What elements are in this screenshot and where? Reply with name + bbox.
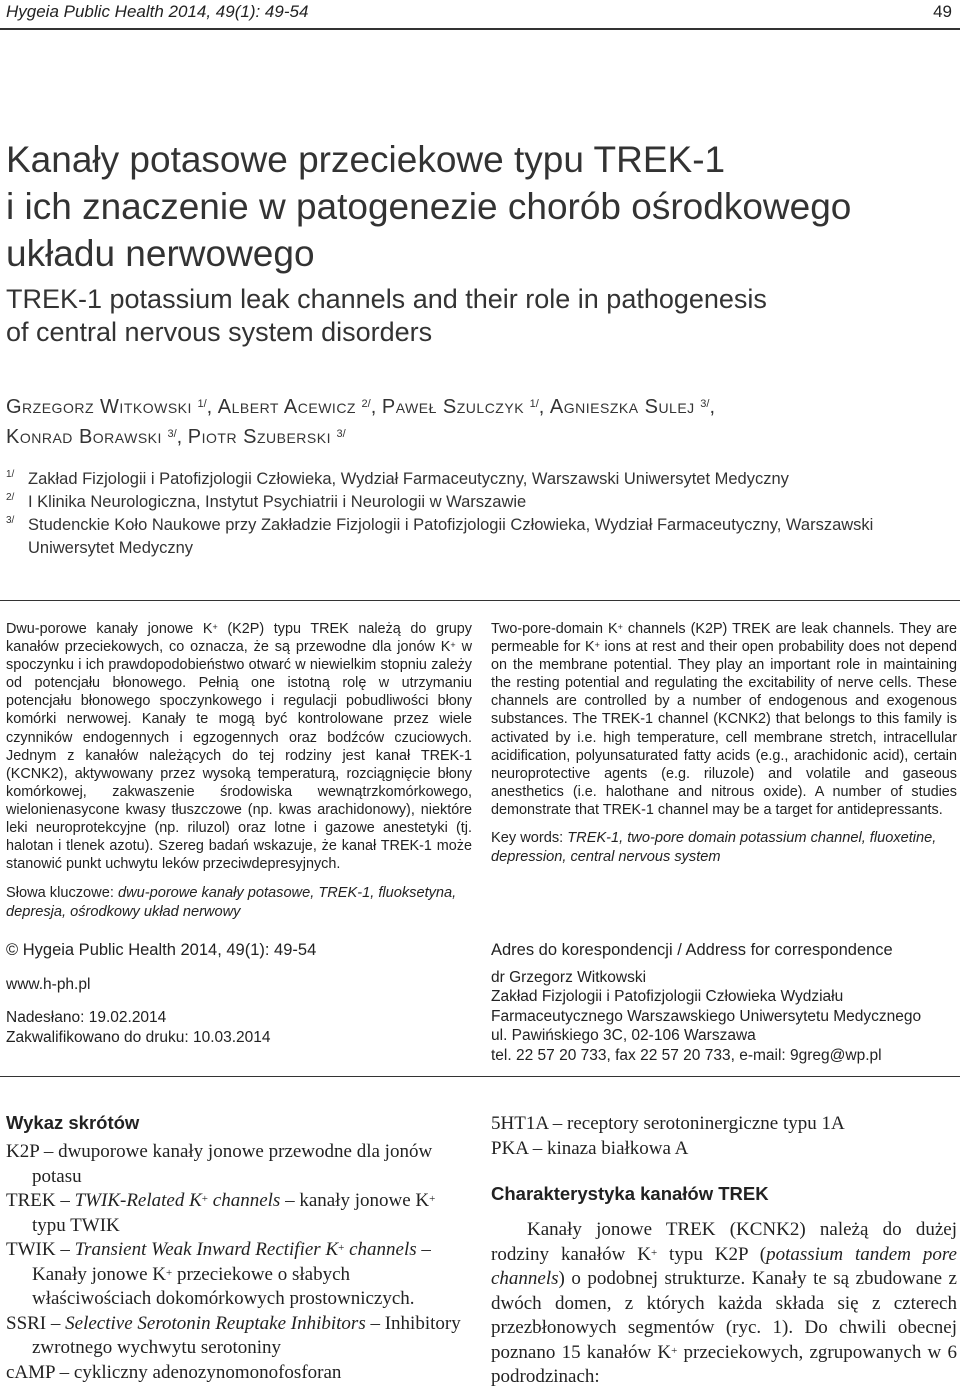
superscript-plus: + <box>650 1246 658 1259</box>
abbreviation-item <box>6 1189 468 1238</box>
abstract-english <box>491 620 957 819</box>
header-divider <box>0 28 960 30</box>
article-metadata <box>6 941 472 1047</box>
abstract-pl-text: Dwu-porowe kanały jonowe K <box>6 621 213 637</box>
abbr-term: TREK – <box>6 1190 75 1211</box>
keywords-polish <box>6 884 472 922</box>
section-heading: Charakterystyka kanałów TREK <box>491 1183 769 1204</box>
abstract-polish <box>6 620 472 873</box>
abbreviation-item: cAMP – cykliczny adenozynomonofosforan <box>6 1361 342 1383</box>
affiliation-list <box>6 468 946 560</box>
keywords-label: Key words: <box>491 830 564 846</box>
body-text: Kanały jonowe TREK (KCNK2) należą do dużej rodziny kanałów K <box>491 1219 957 1265</box>
abstract-en-text: channels (K2P) TREK are leak channels. They are permeable for K <box>491 621 958 656</box>
abbreviation-item <box>6 1238 468 1312</box>
title-pl-line-3: układu nerwowego <box>6 233 315 274</box>
title-pl-line-1: Kanały potasowe przeciekowe typu TREK-1 <box>6 139 726 180</box>
running-header-journal: Hygeia Public Health 2014, 49(1): 49-54 <box>6 2 309 21</box>
author-affiliation-mark: 3/ <box>700 398 710 410</box>
abstract-en-text: Two-pore-domain K <box>491 621 618 637</box>
abbreviation-item: PKA – kinaza białkowa A <box>491 1137 689 1159</box>
superscript-plus: + <box>671 1344 678 1357</box>
affiliation-text: I Klinika Neurologiczna, Instytut Psychiatrii i Neurologii w Warszawie <box>28 493 527 511</box>
author-affiliation-mark: 1/ <box>197 398 207 410</box>
correspondence-line: Zakład Fizjologii i Patofizjologii Człowieka Wydziału <box>491 988 844 1005</box>
abbr-expansion: channels <box>208 1190 281 1211</box>
abbr-expansion: Selective Serotonin Reuptake Inhibitors <box>65 1312 366 1334</box>
superscript-plus: + <box>201 1193 209 1205</box>
abbreviation-item: K2P – dwuporowe kanały jonowe przewodne dla jonów potasu <box>6 1141 433 1187</box>
submitted-date: Nadesłano: 19.02.2014 <box>6 1009 167 1026</box>
author-name: Piotr Szuberski <box>187 426 331 448</box>
section-divider <box>0 1076 960 1077</box>
body-paragraph <box>491 1218 957 1390</box>
correspondence-line: ul. Pawińskiego 3C, 02-106 Warszawa <box>491 1027 756 1044</box>
correspondence-contact: tel. 22 57 20 733, fax 22 57 20 733, e-mail: 9greg@wp.pl <box>491 1046 882 1064</box>
author-name: Konrad Borawski <box>6 426 162 448</box>
affiliation-item <box>6 468 946 491</box>
abstract-pl-text: w spoczynku i ich prawdopodobieństwo otwarć w niewielkim stopniu zależy od potencjału błonowego. Pełnią one istotną rolę w utrzymaniu potencjału błonowego spoczynkowego i regulacji pobudliwości błony komórki nerwowej. Kanały te mogą być kontrolowane przez wiele czynników endogennych i egzogennych oraz bodźców czuciowych. Jednym z kanałów należących do tej rodziny jest kanał TREK-1 (KCNK2), aktywowany przez wysoką temperaturą, rozciągnięcie błony komórkowej, zakwaszenie środowiska wewnątrzkomórkowego, wielonienasycone kwasy tłuszczowe (np. kwas arachidonowy), niektóre leki neuroprotekcyjne (np. riluzol) oraz lotne i gazowe anestetyki (tj. halotan i tlenek azotu). Szereg badań wskazuje, że kanał TREK-1 może stanowić punkt uchwytu leków przeciwdepresyjnych. <box>6 639 472 873</box>
body-text: typu K2P ( <box>657 1243 767 1265</box>
title-en-line-2: of central nervous system disorders <box>6 317 433 347</box>
abbr-definition: przeciekowe o słabych właściwościach dokomórkowych prostowniczych. <box>32 1263 415 1309</box>
website-link[interactable]: www.h-ph.pl <box>6 975 91 993</box>
correspondence-name: dr Grzegorz Witkowski <box>491 968 647 986</box>
affiliation-number: 1/ <box>6 469 15 480</box>
article-title-english <box>6 283 946 349</box>
superscript-plus: + <box>450 640 456 651</box>
superscript-plus: + <box>166 1266 173 1279</box>
correspondence-line: Farmaceutycznego Warszawskiego Uniwersytetu Medycznego <box>491 1007 922 1025</box>
affiliation-number: 2/ <box>6 492 15 503</box>
body-text: ) o podobnej strukturze. Kanały te są zbudowane z dwóch domen, z których każda składa się z czterech przezbłonowych segmentów (ryc. 1). Do chwili obecnej poznano 15 kanałów K <box>491 1268 957 1363</box>
abbr-term: SSRI – <box>6 1312 66 1334</box>
abbreviation-item: 5HT1A – receptory serotoninergiczne typu 1A <box>491 1113 845 1134</box>
affiliation-text: Zakład Fizjologii i Patofizjologii Człowieka, Wydział Farmaceutyczny, Warszawski Uniwersytet Medyczny <box>28 470 789 488</box>
author-list: Grzegorz Witkowski $^{1/}$, Albert Acewicz $^{2/}$, Paweł Szulczyk $^{1/}$, Agnieszka Sulej $^{3/}$, Konrad Borawski $^{3/}$, Piotr Szuberski $^{3/}$ <box>6 396 715 448</box>
abbreviation-item <box>6 1312 468 1361</box>
author-affiliation-mark: 3/ <box>167 428 177 440</box>
abstract-en-text: ions at rest and their open probability does not depend on the membrane potential. They play an important role in maintaining the resting potential and regulating the excitability of nerve cells. These channels are controlled by a number of endogenous and exogenous substances. The TREK-1 channel (KCNK2) that belongs to this family is activated by i.e. high temperature, cell membrane stretch, intracellular acidification, polyunsaturated fatty acids (e.g., arachidonic acid), certain neuroprotective agents (e.g. riluzole) and volatile and gaseous anesthetics (i.e. halothane and nitrous oxide). A number of studies demonstrate that TREK-1 channel may be a target for antidepressants. <box>491 639 957 818</box>
keywords-text: TREK-1, two-pore domain potassium channel, fluoxetine, depression, central nervous system <box>491 830 937 865</box>
affiliation-item <box>6 491 946 514</box>
keywords-text: dwu-porowe kanały potasowe, TREK-1, fluoksetyna, depresja, ośrodkowy układ nerwowy <box>6 885 457 920</box>
author-affiliation-mark: 1/ <box>529 398 539 410</box>
keywords-english <box>491 829 957 867</box>
author-name: Paweł Szulczyk <box>381 396 525 418</box>
abbr-expansion: channels <box>344 1239 417 1260</box>
abbr-expansion: Transient Weak Inward Rectifier K <box>74 1239 339 1260</box>
title-pl-line-2: i ich znaczenie w patogenezie chorób ośrodkowego <box>6 186 852 227</box>
body-text-italic: potassium tandem pore channels <box>491 1243 957 1289</box>
page-number: 49 <box>933 2 952 21</box>
affiliation-text: Studenckie Koło Naukowe przy Zakładzie Fizjologii i Patofizjologii Człowieka, Wydział Farmaceutyczny, Warszawski Uniwersytet Medyczny <box>28 516 874 557</box>
abbreviations-list-continued <box>491 1112 957 1161</box>
author-name: Grzegorz Witkowski <box>6 396 192 418</box>
abbr-definition: – Kanały jonowe K <box>32 1239 431 1285</box>
citation: © Hygeia Public Health 2014, 49(1): 49-54 <box>6 941 317 959</box>
accepted-date: Zakwalifikowano do druku: 10.03.2014 <box>6 1028 271 1046</box>
correspondence-heading: Adres do korespondencji / Address for correspondence <box>491 941 893 959</box>
title-en-line-1: TREK-1 potassium leak channels and their role in pathogenesis <box>6 284 767 314</box>
abbreviations-list <box>6 1140 468 1385</box>
author-name: Agnieszka Sulej <box>549 396 695 418</box>
affiliation-item <box>6 514 946 560</box>
abbr-definition: typu TWIK <box>32 1214 120 1236</box>
superscript-plus: + <box>594 640 600 651</box>
correspondence-address <box>491 941 957 1065</box>
author-name: Albert Acewicz <box>217 396 356 418</box>
superscript-plus: + <box>212 622 218 632</box>
abbr-definition: – Inhibitory zwrotnego wychwytu serotoniny <box>32 1312 461 1358</box>
affiliation-number: 3/ <box>6 515 15 526</box>
author-affiliation-mark: 3/ <box>336 428 346 440</box>
superscript-plus: + <box>338 1242 345 1254</box>
abbr-term: TWIK – <box>6 1239 75 1260</box>
body-text: przeciekowych, zgrupowanych w 6 podrodzinach: <box>491 1341 957 1387</box>
superscript-plus: + <box>617 622 623 632</box>
author-affiliation-mark: 2/ <box>361 398 371 410</box>
abbr-definition: – kanały jonowe K <box>280 1190 430 1211</box>
abbr-expansion: TWIK-Related K <box>74 1190 202 1211</box>
abbreviations-heading: Wykaz skrótów <box>6 1112 140 1133</box>
abstract-pl-text: (K2P) typu TREK należą do grupy kanałów przeciekowych, co oznacza, że są przewodne dla jonów K <box>6 621 472 656</box>
keywords-label: Słowa kluczowe: <box>6 885 114 901</box>
section-divider <box>0 600 960 601</box>
article-title-polish <box>6 136 946 277</box>
superscript-plus: + <box>429 1193 436 1205</box>
